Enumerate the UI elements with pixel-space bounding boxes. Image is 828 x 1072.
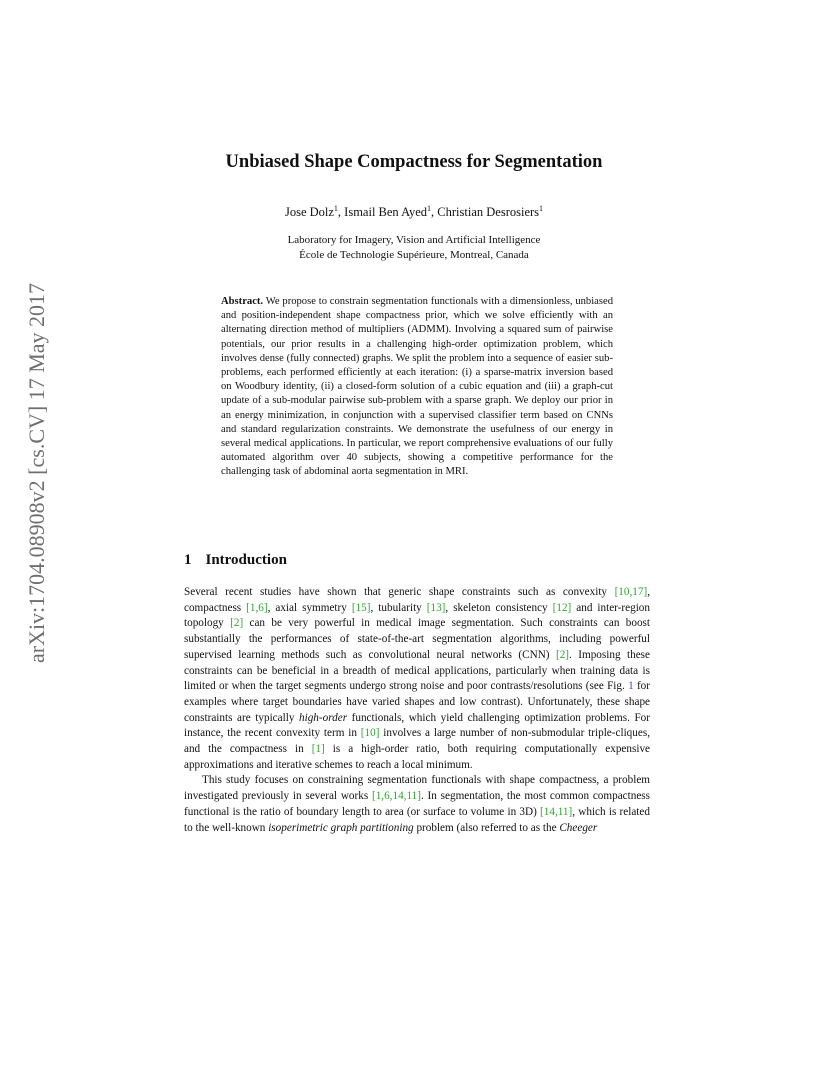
paragraph: This study focuses on constraining segmentation functionals with shape compactness, a problem investigated previously in several works [1,6,14,11]. In segmentation, the most common compactness functional is the ratio of boundary length to area (or surface to volume in 3D) [14,11], which is related to the well-known isoperimetric graph partitioning problem (also referred to as the Cheeger [184,774,651,834]
emphasis: high-order [299,711,348,724]
citation-link[interactable]: [10] [360,727,380,740]
citation-link[interactable]: [1] [311,743,325,756]
author-name: Ismail Ben Ayed [344,205,428,219]
citation-link[interactable]: [15] [351,601,371,614]
citation-link[interactable]: [14,11] [540,805,573,818]
author-list: Jose Dolz$^1$, Ismail Ben Ayed$^1$, Christian Desrosiers$^1$ [284,204,544,219]
citation-link[interactable]: [1,6] [246,601,268,614]
author-affil-mark: 1 [333,204,338,213]
affiliation-line: École de Technologie Supérieure, Montreal, Canada [299,249,529,261]
paper-title: Unbiased Shape Compactness for Segmentation [225,152,603,172]
author-affil-mark: 1 [539,204,544,213]
abstract-text: We propose to constrain segmentation functionals with a dimensionless, unbiased and position-independent shape compactness prior, which we solve efficiently with an alternating direction method of multipliers (ADMM). Involving a squared sum of pairwise potentials, our prior results in a challenging high-order optimization problem, which involves dense (fully connected) graphs. We split the problem into a sequence of easier sub-problems, each performed efficiently at each iteration: (i) a sparse-matrix inversion based on Woodbury identity, (ii) a closed-form solution of a cubic equation and (iii) a graph-cut update of a sub-modular pairwise sub-problem with a sparse graph. We deploy our prior in an energy minimization, in conjunction with a supervised classifier term based on CNNs and standard regularization constraints. We demonstrate the usefulness of our energy in several medical applications. In particular, we report comprehensive evaluations of our fully automated algorithm over 40 subjects, showing a competitive performance for the challenging task of abdominal aorta segmentation in MRI. [221,296,613,478]
citation-link[interactable]: [2] [230,617,244,630]
citation-link[interactable]: [10,17] [614,586,648,598]
citation-link[interactable]: [12] [552,601,572,614]
affiliation [0,233,828,263]
citation-link[interactable]: [1,6,14,11] [371,790,421,803]
affiliation-line: Laboratory for Imagery, Vision and Artificial Intelligence [287,234,541,246]
citation-link[interactable]: [2] [555,648,570,661]
author-affil-mark: 1 [427,204,432,213]
arxiv-identifier: arXiv:1704.08908v2 [cs.CV] 17 May 2017 [24,282,50,664]
section-title: Introduction [205,552,287,568]
author-name: Christian Desrosiers [437,205,540,219]
emphasis: Cheeger [559,821,598,834]
paragraph: Several recent studies have shown that generic shape constraints such as convexity [10,17], compactness [1,6], axial symmetry [15], tubularity [13], skeleton consistency [12] and inter-region topology [2] can be very powerful in medical image segmentation. Such constraints can boost substantially the performances of state-of-the-art segmentation algorithms, including powerful supervised learning methods such as convolutional neural networks (CNN) [2]. Imposing these constraints can be beneficial in a breadth of medical applications, particularly when training data is limited or when the target segments undergo strong noise and poor contrasts/resolutions (see Fig. 1 for examples where target boundaries have varied shapes and low contrast). Unfortunately, these shape constraints are typically high-order functionals, which yield challenging optimization problems. For instance, the recent convexity term in [10] involves a large number of non-submodular triple-cliques, and the compactness in [1] is a high-order ratio, both requiring computationally expensive approximations and iterative schemes to reach a local minimum. [184,586,651,771]
author-name: Jose Dolz [284,205,334,219]
section-number: 1 [184,552,192,568]
body-text [184,585,650,836]
figure-link[interactable]: 1 [628,680,634,693]
abstract [221,295,613,480]
section-heading [184,552,287,569]
abstract-label: Abstract. [221,296,264,307]
citation-link[interactable]: [13] [426,601,446,614]
emphasis: isoperimetric graph partitioning [268,821,414,834]
